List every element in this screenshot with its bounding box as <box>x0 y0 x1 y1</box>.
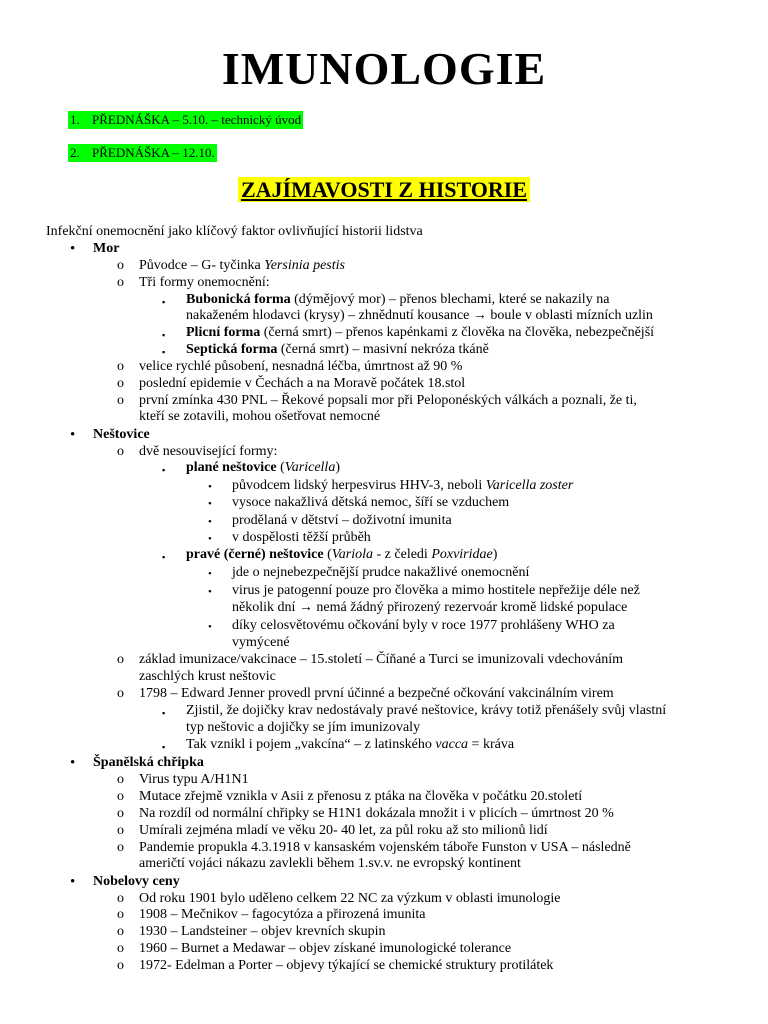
list-item <box>186 460 340 476</box>
list-item: Umírali zejména mladí ve věku 20- 40 let, za půl roku až sto milionů lidí <box>139 823 548 838</box>
bullet-marker: • <box>208 516 212 528</box>
bullet-marker: ▪ <box>162 347 166 357</box>
list-item: první zmínka 430 PNL – Řekové popsali mor při Peloponéských válkách a poznali, že ti, <box>139 393 637 408</box>
bullet-marker: • <box>208 621 212 633</box>
list-item: 1972- Edelman a Porter – objevy týkající se chemické struktury protilátek <box>139 958 554 973</box>
term: Septická forma <box>186 342 278 357</box>
list-item: Od roku 1901 bylo uděleno celkem 22 NC za výzkum v oblasti imunologie <box>139 891 561 906</box>
lecture-number: 2. <box>70 145 80 160</box>
list-item: Na rozdíl od normální chřipky se H1N1 dokázala množit i v plicích – úmrtnost 20 % <box>139 806 614 821</box>
bullet-marker: ▪ <box>162 465 166 475</box>
item-text: (černá smrt) – přenos kapénkami z člověka na člověka, nebezpečnější <box>260 325 655 340</box>
bullet-marker: o <box>117 924 124 939</box>
bullet-marker: o <box>117 941 124 956</box>
item-text: (dýmějový mor) – přenos blechami, které se nakazily na <box>290 292 610 307</box>
list-item: dvě nesouvisející formy: <box>139 444 278 459</box>
species-name: Yersinia pestis <box>264 258 345 273</box>
bullet-marker: o <box>117 772 124 787</box>
bullet-marker: • <box>208 533 212 545</box>
term: Plicní forma <box>186 325 261 340</box>
item-text: boule v oblasti mízních uzlin <box>486 308 653 323</box>
list-item: Mutace zřejmě vznikla v Asii z přenosu z ptáka na člověka v počátku 20.století <box>139 789 583 804</box>
bullet-marker: o <box>117 359 124 374</box>
bullet-marker: ▪ <box>162 742 166 752</box>
list-item-continuation: zaschlých krust neštovic <box>139 669 276 684</box>
term: Bubonická forma <box>186 292 291 307</box>
item-text: ( <box>323 547 332 562</box>
bullet-marker: o <box>117 652 124 667</box>
list-item: 1960 – Burnet a Medawar – objev získané imunologické tolerance <box>139 941 512 956</box>
bullet-marker: o <box>117 907 124 922</box>
bullet-marker: • <box>70 241 76 257</box>
history-heading <box>0 177 768 204</box>
item-text: nakaženém hlodavci (krysy) – zhnědnutí kousance <box>186 308 473 323</box>
list-item <box>232 478 573 494</box>
list-item: 1930 – Landsteiner – objev krevních skupin <box>139 924 386 939</box>
list-item: díky celosvětovému očkování byly v roce 1977 prohlášeny WHO za <box>232 618 615 633</box>
term: plané neštovice <box>186 460 277 475</box>
item-text: nemá žádný přirozený rezervoár kromě lidské populace <box>312 600 628 615</box>
bullet-marker: o <box>117 789 124 804</box>
item-text: Tak vznikl i pojem „vakcína“ – z latinského <box>186 737 436 752</box>
lecture-item-2 <box>68 144 217 162</box>
list-item: základ imunizace/vakcinace – 15.století – Číňané a Turci se imunizovali vdechováním <box>139 652 624 667</box>
list-item-continuation <box>232 600 627 616</box>
section-heading-mor: Mor <box>93 241 120 256</box>
latin-word: vacca <box>435 737 469 752</box>
list-item <box>186 292 609 308</box>
bullet-marker: o <box>117 258 124 273</box>
list-item: poslední epidemie v Čechách a na Moravě počátek 18.stol <box>139 376 466 391</box>
history-heading-text: ZAJÍMAVOSTI Z HISTORIE <box>238 177 530 202</box>
species-name: Variola <box>331 547 374 562</box>
bullet-marker: o <box>117 958 124 973</box>
section-heading-nestovice: Neštovice <box>93 427 150 442</box>
section-heading-chripka: Španělská chřipka <box>93 755 204 770</box>
bullet-marker: • <box>208 568 212 580</box>
list-item <box>186 547 497 563</box>
list-item: virus je patogenní pouze pro člověka a mimo hostitele nepřežije déle než <box>232 583 640 598</box>
term: pravé (černé) neštovice <box>186 547 324 562</box>
lecture-text: PŘEDNÁŠKA – 5.10. – technický úvod <box>92 112 302 127</box>
list-item-continuation: typ neštovic a dojičky se jím imunizovaly <box>186 720 421 735</box>
arrow-icon: → <box>472 308 487 323</box>
list-item <box>186 737 514 753</box>
bullet-marker: ▪ <box>162 330 166 340</box>
list-item: 1798 – Edward Jenner provedl první účinné a bezpečné očkování vakcinálním virem <box>139 686 614 701</box>
bullet-marker: o <box>117 444 124 459</box>
list-item-continuation: vymýcené <box>232 635 290 650</box>
intro-text: Infekční onemocnění jako klíčový faktor ovlivňující historii lidstva <box>46 224 423 239</box>
item-text: ) <box>335 460 340 475</box>
bullet-marker: • <box>70 755 76 771</box>
section-heading-nobel: Nobelovy ceny <box>93 874 180 889</box>
bullet-marker: • <box>208 498 212 510</box>
list-item <box>139 258 345 274</box>
list-item: Zjistil, že dojičky krav nedostávaly pravé neštovice, krávy totiž přenášely svůj vlastní <box>186 703 667 718</box>
bullet-marker: o <box>117 840 124 855</box>
list-item: Virus typu A/H1N1 <box>139 772 249 787</box>
list-item <box>186 342 489 358</box>
item-text: - z čeledi <box>373 547 432 562</box>
species-name: Poxviridae <box>431 547 493 562</box>
list-item: Pandemie propukla 4.3.1918 v kansaském vojenském táboře Funston v USA – následně <box>139 840 631 855</box>
bullet-marker: ▪ <box>162 297 166 307</box>
bullet-marker: o <box>117 806 124 821</box>
species-name: Varicella zoster <box>485 478 574 493</box>
list-item-continuation: američtí vojáci nákazu zavlekli během 1.sv.v. ne evropský kontinent <box>139 856 521 871</box>
list-item: velice rychlé působení, nesnadná léčba, úmrtnost až 90 % <box>139 359 463 374</box>
bullet-marker: o <box>117 891 124 906</box>
bullet-marker: ▪ <box>162 708 166 718</box>
bullet-marker: • <box>70 874 76 890</box>
lecture-text: PŘEDNÁŠKA – 12.10. <box>92 145 215 160</box>
list-item-continuation: kteří se zotavili, mohou ošetřovat nemocné <box>139 409 381 424</box>
item-text: = kráva <box>468 737 515 752</box>
bullet-marker: • <box>208 481 212 493</box>
item-text: ( <box>276 460 285 475</box>
list-item: 1908 – Mečnikov – fagocytóza a přirozená imunita <box>139 907 426 922</box>
document-title: IMUNOLOGIE <box>221 43 547 94</box>
lecture-number: 1. <box>70 112 80 127</box>
list-item: Tři formy onemocnění: <box>139 275 270 290</box>
bullet-marker: o <box>117 823 124 838</box>
item-text: (černá smrt) – masivní nekróza tkáně <box>277 342 489 357</box>
bullet-marker: o <box>117 686 124 701</box>
list-item: prodělaná v dětství – doživotní imunita <box>232 513 452 528</box>
item-text: Původce – G- tyčinka <box>139 258 265 273</box>
bullet-marker: • <box>208 586 212 598</box>
bullet-marker: o <box>117 376 124 391</box>
list-item <box>186 325 654 341</box>
bullet-marker: ▪ <box>162 552 166 562</box>
item-text: několik dní <box>232 600 299 615</box>
item-text: původcem lidský herpesvirus HHV-3, neboli <box>232 478 486 493</box>
arrow-icon: → <box>298 600 313 615</box>
list-item: v dospělosti těžší průběh <box>232 530 371 545</box>
bullet-marker: o <box>117 393 124 408</box>
bullet-marker: o <box>117 275 124 290</box>
lecture-item-1 <box>68 111 303 129</box>
item-text: ) <box>492 547 498 562</box>
species-name: Varicella <box>284 460 336 475</box>
bullet-marker: • <box>70 427 76 443</box>
list-item: jde o nejnebezpečnější prudce nakažlivé onemocnění <box>232 565 530 580</box>
list-item: vysoce nakažlivá dětská nemoc, šíří se vzduchem <box>232 495 510 510</box>
list-item-continuation <box>186 308 653 324</box>
